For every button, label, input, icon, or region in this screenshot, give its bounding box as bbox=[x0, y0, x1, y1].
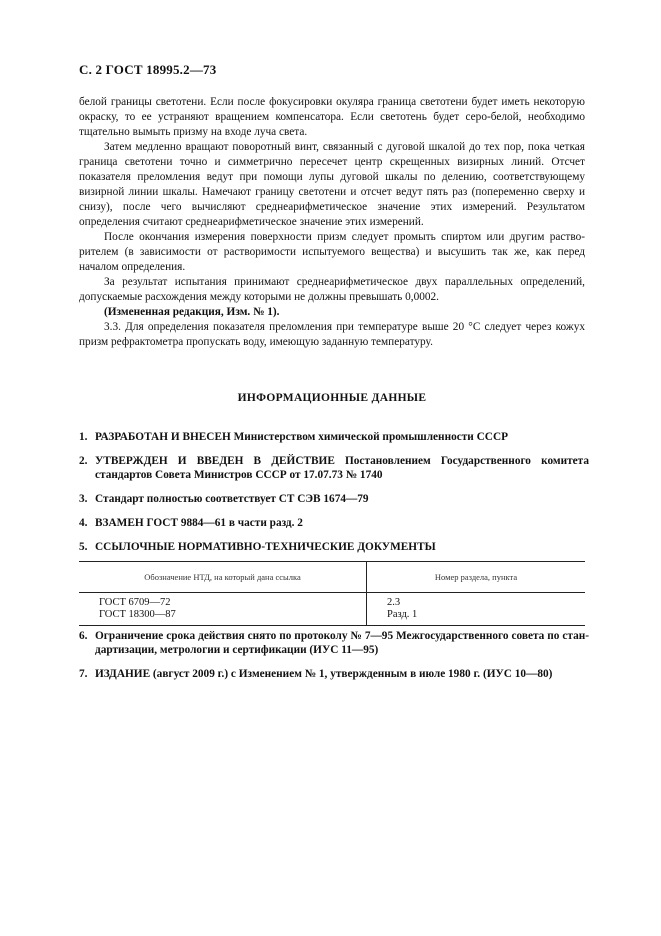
column-header: Обозначение НТД, на который дана ссылка bbox=[79, 562, 367, 593]
info-item bbox=[79, 430, 589, 444]
info-item-text: УТВЕРЖДЕН И ВВЕДЕН В ДЕЙСТВИЕ Постановлением Государственного комитета стандартов Совета Министров СССР от 17.07.73 № 1740 bbox=[95, 455, 589, 481]
info-item bbox=[79, 540, 589, 554]
paragraph: белой границы светотени. Если после фокусировки окуляра граница светотени будет иметь некоторую окраску, то ее устраняют вращением компенсатора. Если светотень будет серо-белой, необходимо тщательно вымыть призму на входе луча света. bbox=[79, 96, 585, 138]
info-item-text: ВЗАМЕН ГОСТ 9884—61 в части разд. 2 bbox=[95, 517, 303, 529]
table-cell: ГОСТ 18300—87 bbox=[79, 609, 367, 626]
paragraph: За результат испытания принимают среднеарифметическое двух параллельных определений, допускаемые расхождения между которыми не должны превышать 0,0002. bbox=[79, 276, 585, 303]
info-item-number: 6. bbox=[79, 630, 88, 642]
info-item bbox=[79, 629, 589, 657]
amendment-note: (Измененная редакция, Изм. № 1). bbox=[104, 306, 280, 318]
info-item-text: РАЗРАБОТАН И ВНЕСЕН Министерством химической промышленности СССР bbox=[95, 431, 508, 443]
paragraph: 3.3. Для определения показателя преломления при температуре выше 20 °С следует через кожух призм рефрактометра пропускать воду, имеющую заданную температуру. bbox=[79, 321, 585, 348]
info-item-text: ССЫЛОЧНЫЕ НОРМАТИВНО-ТЕХНИЧЕСКИЕ ДОКУМЕНТЫ bbox=[95, 541, 436, 553]
info-item-text: Стандарт полностью соответствует СТ СЭВ 1674—79 bbox=[95, 493, 369, 505]
info-item bbox=[79, 454, 589, 482]
ntd-reference-table bbox=[79, 561, 585, 626]
table-row bbox=[79, 609, 585, 626]
column-header: Номер раздела, пункта bbox=[367, 562, 586, 593]
info-item bbox=[79, 667, 589, 681]
info-item-number: 4. bbox=[79, 517, 88, 529]
info-item bbox=[79, 516, 589, 530]
info-list-continued bbox=[79, 629, 589, 681]
info-item-text: Ограничение срока действия снято по протоколу № 7—95 Межгосударственного совета по стандартизации, метрологии и сертификации (ИУС 11—95) bbox=[95, 630, 589, 656]
info-item bbox=[79, 492, 589, 506]
page-header: С. 2 ГОСТ 18995.2—73 bbox=[79, 62, 217, 77]
info-list bbox=[79, 430, 589, 554]
info-item-number: 1. bbox=[79, 431, 88, 443]
info-item-text: ИЗДАНИЕ (август 2009 г.) с Изменением № 1, утвержденным в июле 1980 г. (ИУС 10—80) bbox=[95, 668, 553, 680]
table-row bbox=[79, 593, 585, 610]
info-item-number: 2. bbox=[79, 455, 88, 467]
paragraph: После окончания измерения поверхности призм следует промыть спиртом или другим растворителем (в зависимости от растворимости испытуемого вещества) и высушить так же, как перед началом определения. bbox=[79, 231, 585, 273]
paragraph: Затем медленно вращают поворотный винт, связанный с дуговой шкалой до тех пор, пока четкая граница светотени точно и симметрично пересечет центр скрещенных визирных линий. Отсчет показателя преломления ведут при помощи лупы дуговой шкалы по делению, соответствующему визирной линии шкалы. Намечают границу светотени и отсчет ведут пять раз (попеременно сверху и снизу), после чего вычисляют среднеарифметическое значение этих измерений. Результатом определения считают среднеарифметическое значение этих измерений. bbox=[79, 141, 585, 228]
info-section-title: ИНФОРМАЦИОННЫЕ ДАННЫЕ bbox=[237, 392, 427, 404]
table-cell: 2.3 bbox=[387, 597, 401, 608]
body-text bbox=[79, 95, 585, 350]
info-item-number: 7. bbox=[79, 668, 88, 680]
table-cell: Разд. 1 bbox=[387, 609, 418, 620]
table-cell: ГОСТ 6709—72 bbox=[79, 593, 367, 610]
info-item-number: 3. bbox=[79, 493, 88, 505]
table-header-row bbox=[79, 562, 585, 593]
info-item-number: 5. bbox=[79, 541, 88, 553]
